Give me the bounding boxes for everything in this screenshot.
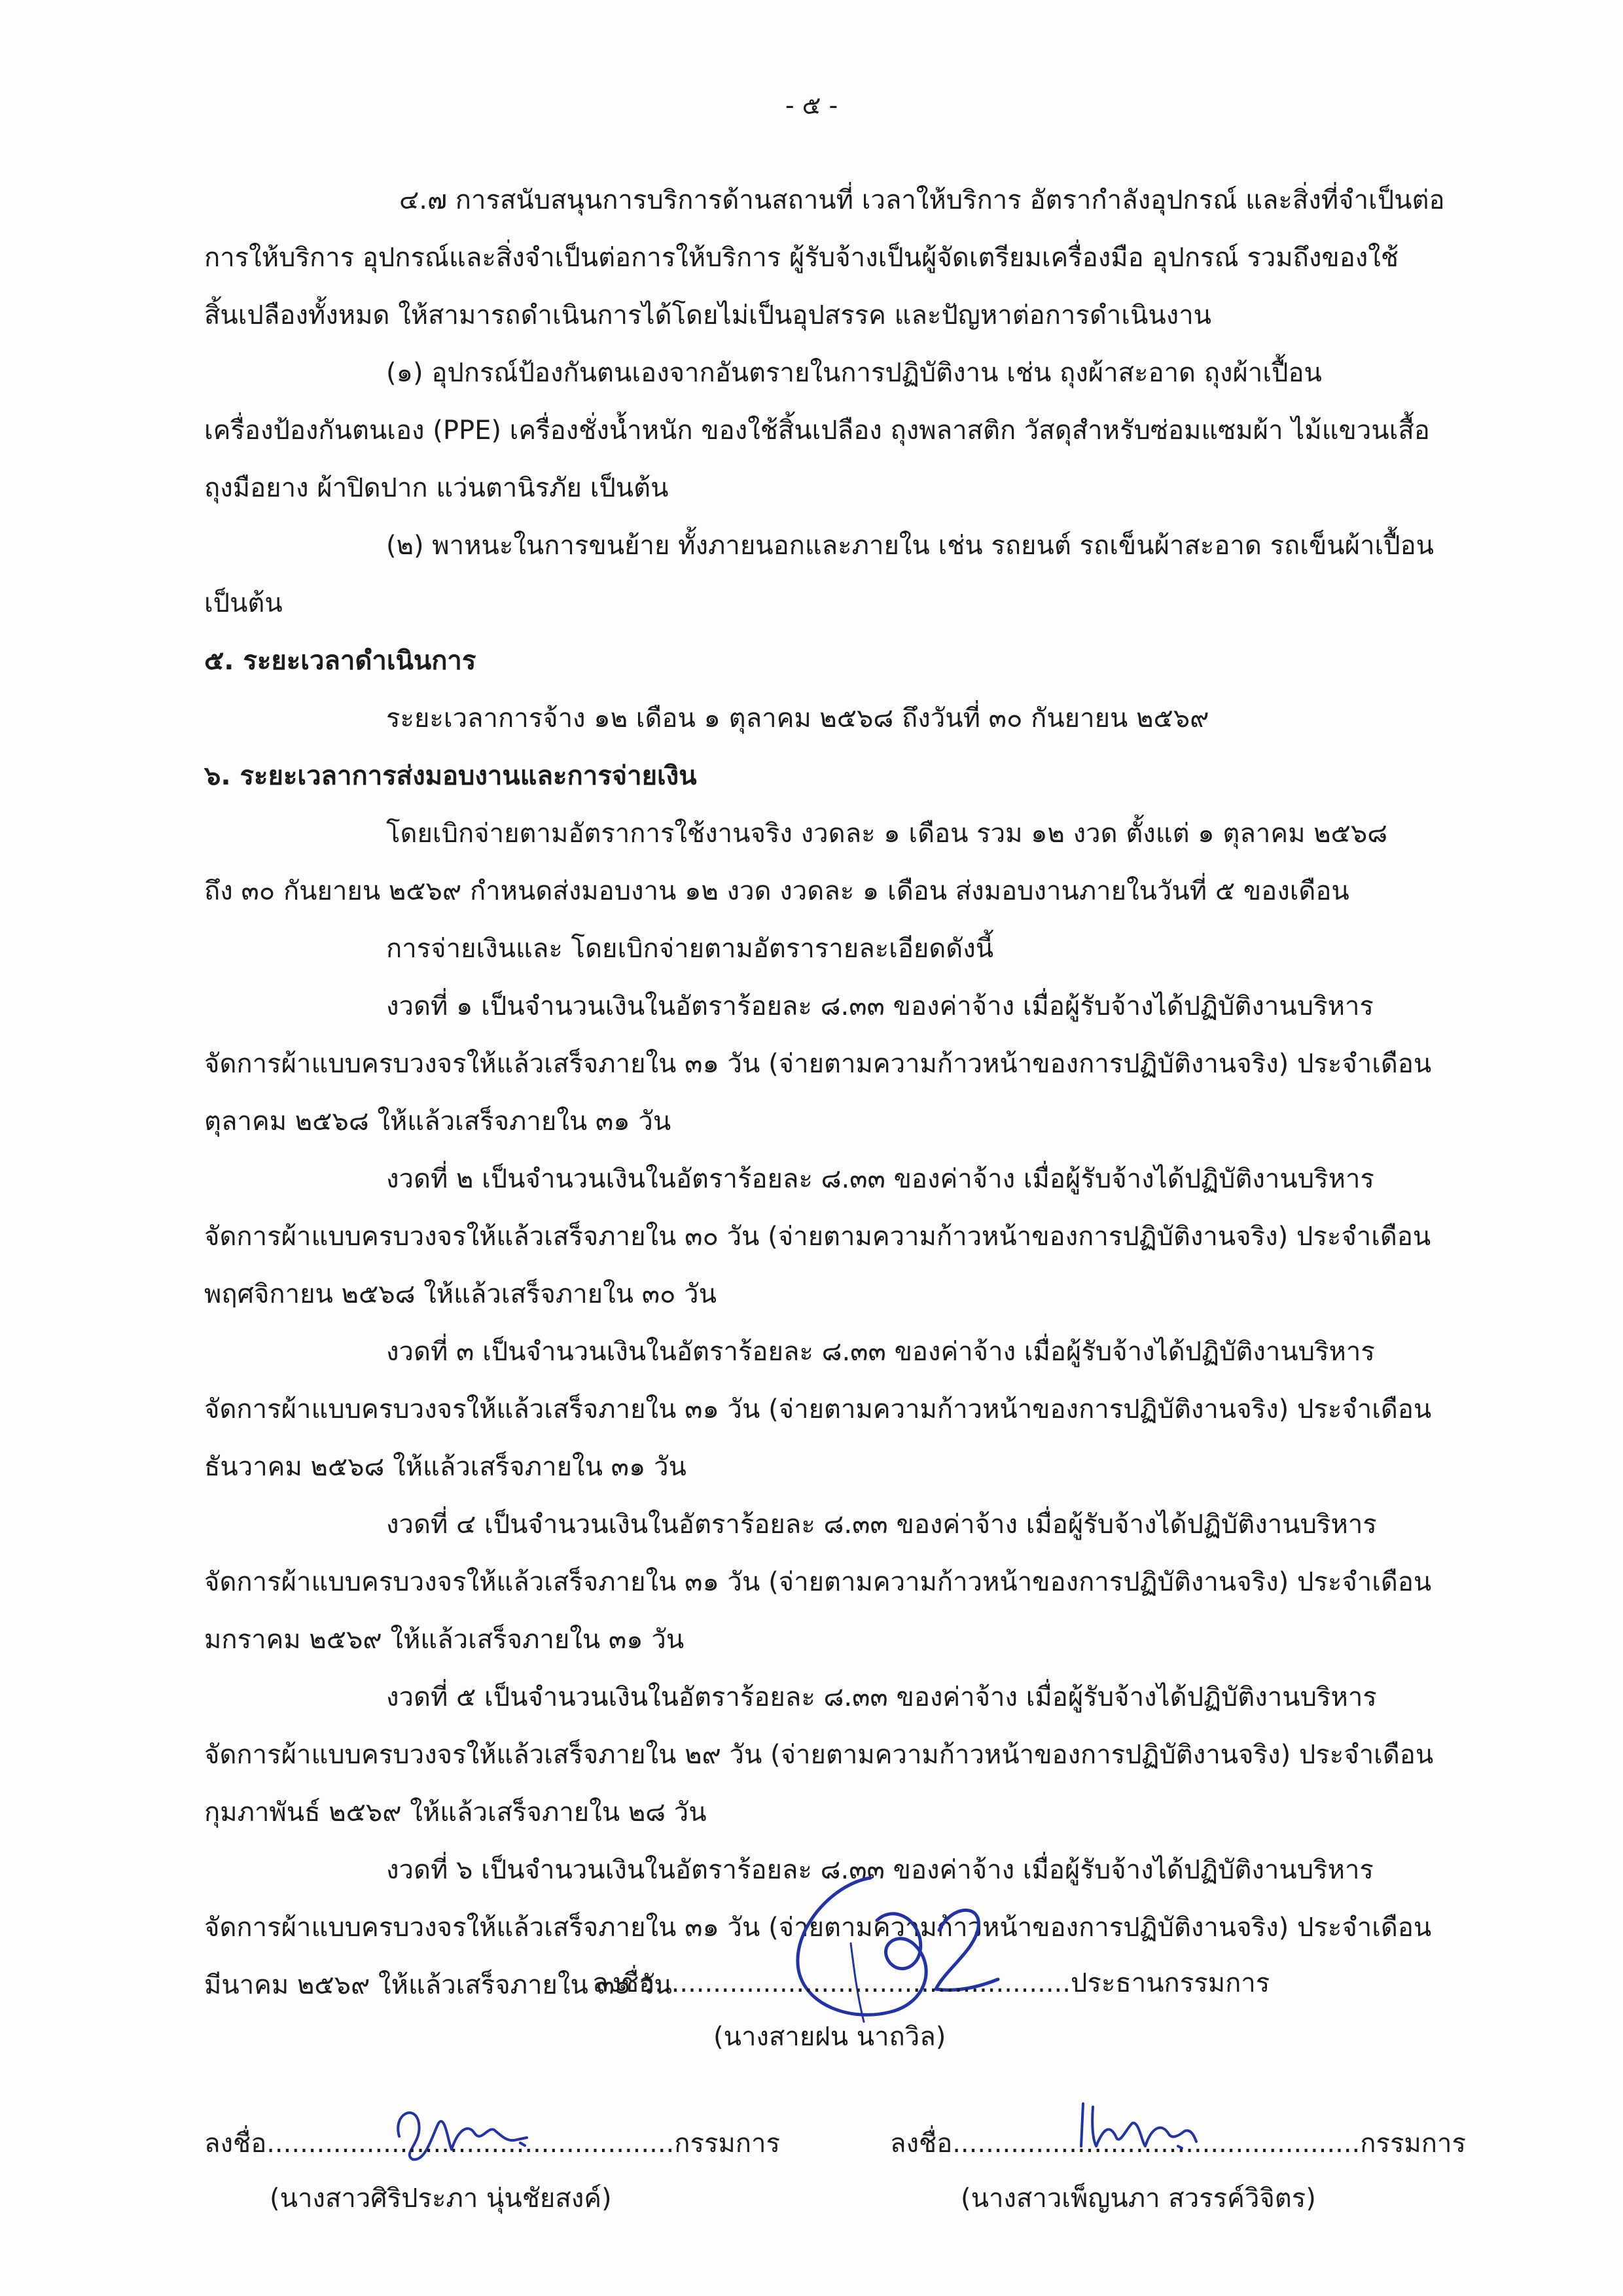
section-6-line-1: โดยเบิกจ่ายตามอัตราการใช้งานจริง งวดละ ๑ เดือน รวม ๑๒ งวด ตั้งแต่ ๑ ตุลาคม ๒๕๖๘ [386, 819, 1388, 849]
installment-5-line-2: จัดการผ้าแบบครบวงจรให้แล้วเสร็จภายใน ๒๙ วัน (จ่ายตามความก้าวหน้าของการปฏิบัติงานจริง) ประจำเดือน [204, 1740, 1434, 1770]
member-left-name: (นางสาวศิริประภา นุ่นชัยสงค์) [270, 2183, 612, 2214]
chair-sign-line: ลงชื่อ..................................................ประธานกรรมการ [592, 1968, 1270, 1998]
section-4-7-line-3: สิ้นเปลืองทั้งหมด ให้สามารถดำเนินการได้โดยไม่เป็นอุปสรรค และปัญหาต่อการดำเนินงาน [204, 300, 1212, 330]
installment-6-line-3: มีนาคม ๒๕๖๙ ให้แล้วเสร็จภายใน ๓๑ วัน [204, 1970, 672, 2000]
installment-2-line-3: พฤศจิกายน ๒๕๖๘ ให้แล้วเสร็จภายใน ๓๐ วัน [204, 1279, 717, 1309]
member-right-sign-line: ลงชื่อ.................................................กรรมการ [890, 2128, 1466, 2159]
section-4-7-line-2: การให้บริการ อุปกรณ์และสิ่งจำเป็นต่อการให้บริการ ผู้รับจ้างเป็นผู้จัดเตรียมเครื่องมือ อุปกรณ์ รวมถึงของใช้ [204, 243, 1399, 273]
installment-5-line-3: กุมภาพันธ์ ๒๕๖๙ ให้แล้วเสร็จภายใน ๒๘ วัน [204, 1797, 707, 1828]
item-1-line-2: เครื่องป้องกันตนเอง (PPE) เครื่องชั่งน้ำหนัก ของใช้สิ้นเปลือง ถุงพลาสติก วัสดุสำหรับซ่อมแซมผ้า ไม้แขวนเสื้อ [204, 415, 1430, 446]
item-1-line-1: (๑) อุปกรณ์ป้องกันตนเองจากอันตรายในการปฏิบัติงาน เช่น ถุงผ้าสะอาด ถุงผ้าเปื้อน [386, 358, 1322, 388]
section-6-line-3: การจ่ายเงินและ โดยเบิกจ่ายตามอัตรารายละเอียดดังนี้ [386, 934, 994, 964]
installment-4-line-2: จัดการผ้าแบบครบวงจรให้แล้วเสร็จภายใน ๓๑ วัน (จ่ายตามความก้าวหน้าของการปฏิบัติงานจริง) ประจำเดือน [204, 1567, 1432, 1597]
installment-5-line-1: งวดที่ ๕ เป็นจำนวนเงินในอัตราร้อยละ ๘.๓๓ ของค่าจ้าง เมื่อผู้รับจ้างได้ปฏิบัติงานบริหาร [386, 1682, 1377, 1712]
item-2-line-1: (๒) พาหนะในการขนย้าย ทั้งภายนอกและภายใน เช่น รถยนต์ รถเข็นผ้าสะอาด รถเข็นผ้าเปื้อน [386, 531, 1434, 561]
installment-6-line-1: งวดที่ ๖ เป็นจำนวนเงินในอัตราร้อยละ ๘.๓๓ ของค่าจ้าง เมื่อผู้รับจ้างได้ปฏิบัติงานบริหาร [386, 1855, 1374, 1885]
installment-1-line-2: จัดการผ้าแบบครบวงจรให้แล้วเสร็จภายใน ๓๑ วัน (จ่ายตามความก้าวหน้าของการปฏิบัติงานจริง) ประจำเดือน [204, 1049, 1432, 1079]
section-6-heading: ๖. ระยะเวลาการส่งมอบงานและการจ่ายเงิน [204, 761, 697, 791]
chair-name: (นางสายฝน นาถวิล) [713, 2022, 946, 2052]
installment-2-line-2: จัดการผ้าแบบครบวงจรให้แล้วเสร็จภายใน ๓๐ วัน (จ่ายตามความก้าวหน้าของการปฏิบัติงานจริง) ประจำเดือน [204, 1222, 1431, 1252]
installment-1-line-1: งวดที่ ๑ เป็นจำนวนเงินในอัตราร้อยละ ๘.๓๓ ของค่าจ้าง เมื่อผู้รับจ้างได้ปฏิบัติงานบริหาร [386, 991, 1374, 1021]
installment-4-line-1: งวดที่ ๔ เป็นจำนวนเงินในอัตราร้อยละ ๘.๓๓ ของค่าจ้าง เมื่อผู้รับจ้างได้ปฏิบัติงานบริหาร [386, 1510, 1377, 1540]
installment-1-line-3: ตุลาคม ๒๕๖๘ ให้แล้วเสร็จภายใน ๓๑ วัน [204, 1106, 671, 1137]
item-1-line-3: ถุงมือยาง ผ้าปิดปาก แว่นตานิรภัย เป็นต้น [204, 473, 669, 503]
installment-3-line-2: จัดการผ้าแบบครบวงจรให้แล้วเสร็จภายใน ๓๑ วัน (จ่ายตามความก้าวหน้าของการปฏิบัติงานจริง) ประจำเดือน [204, 1394, 1432, 1424]
item-2-line-2: เป็นต้น [204, 588, 283, 618]
installment-3-line-1: งวดที่ ๓ เป็นจำนวนเงินในอัตราร้อยละ ๘.๓๓ ของค่าจ้าง เมื่อผู้รับจ้างได้ปฏิบัติงานบริหาร [386, 1337, 1375, 1367]
installment-2-line-1: งวดที่ ๒ เป็นจำนวนเงินในอัตราร้อยละ ๘.๓๓ ของค่าจ้าง เมื่อผู้รับจ้างได้ปฏิบัติงานบริหาร [386, 1164, 1374, 1194]
member-right-name: (นางสาวเพ็ญนภา สวรรค์วิจิตร) [961, 2183, 1316, 2214]
installment-6-line-2: จัดการผ้าแบบครบวงจรให้แล้วเสร็จภายใน ๓๑ วัน (จ่ายตามความก้าวหน้าของการปฏิบัติงานจริง) ประจำเดือน [204, 1913, 1432, 1943]
installment-3-line-3: ธันวาคม ๒๕๖๘ ให้แล้วเสร็จภายใน ๓๑ วัน [204, 1452, 687, 1482]
section-6-line-2: ถึง ๓๐ กันยายน ๒๕๖๙ กำหนดส่งมอบงาน ๑๒ งวด งวดละ ๑ เดือน ส่งมอบงานภายในวันที่ ๕ ของเดือน [204, 876, 1349, 906]
section-4-7-line-1: ๔.๗ การสนับสนุนการบริการด้านสถานที่ เวลาให้บริการ อัตรากำลังอุปกรณ์ และสิ่งที่จำเป็นต่อ [399, 185, 1445, 215]
member-left-sign-line: ลงชื่อ.................................................กรรมการ [204, 2128, 780, 2159]
section-5-heading: ๕. ระยะเวลาดำเนินการ [204, 646, 476, 676]
section-5-text: ระยะเวลาการจ้าง ๑๒ เดือน ๑ ตุลาคม ๒๕๖๘ ถึงวันที่ ๓๐ กันยายน ๒๕๖๙ [386, 703, 1209, 733]
page-number: - ๕ - [785, 91, 838, 120]
installment-4-line-3: มกราคม ๒๕๖๙ ให้แล้วเสร็จภายใน ๓๑ วัน [204, 1625, 685, 1655]
